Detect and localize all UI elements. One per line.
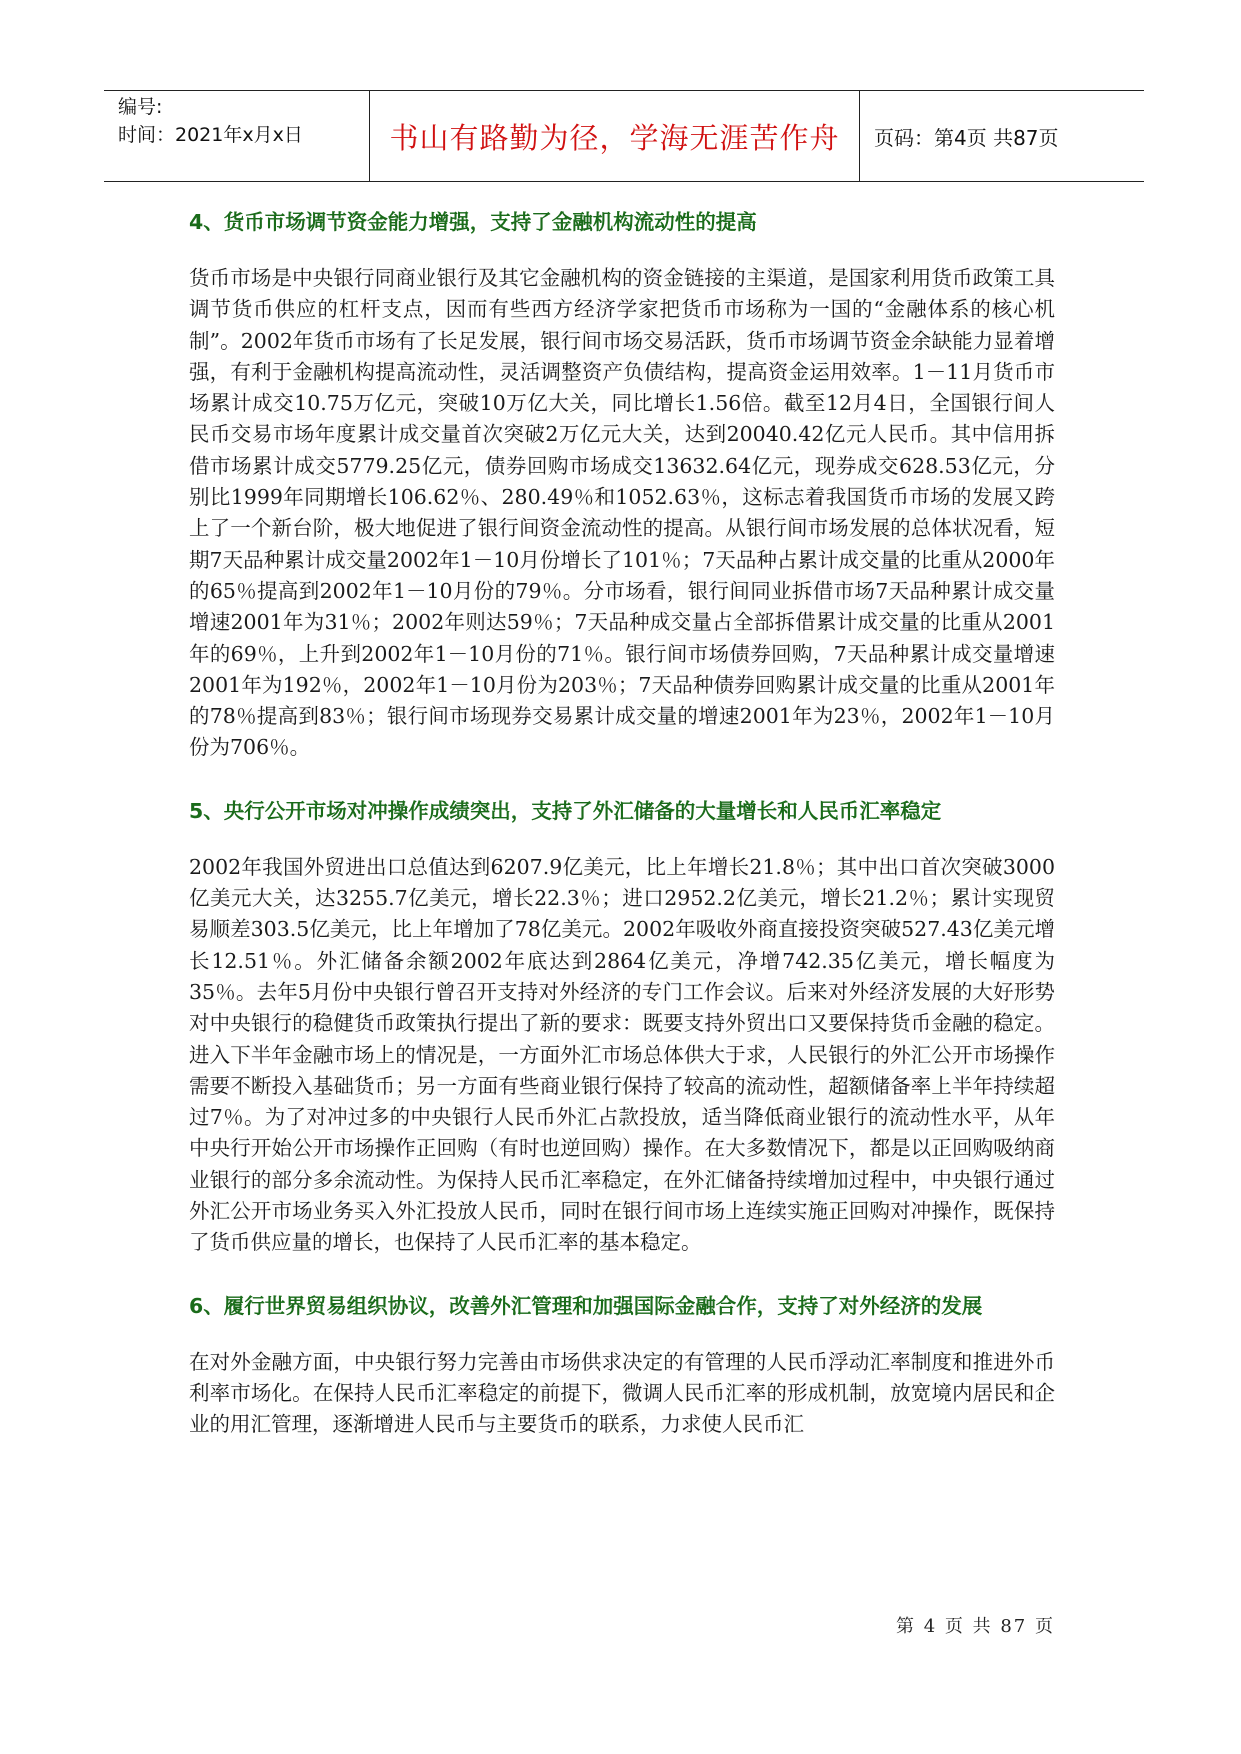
section-paragraph-5: 2002年我国外贸进出口总值达到6207.9亿美元，比上年增长21.8％；其中出口首次突破3000亿美元大关，达3255.7亿美元，增长22.3％；进口2952.2亿美元，增长21.2％；累计实现贸易顺差303.5亿美元，比上年增加了78亿美元。2002年吸收外商直接投资突破527.43亿美元增长12.51％。外汇储备余额2002年底达到2864亿美元，净增742.35亿美元，增长幅度为35％。去年5月份中央银行曾召开支持对外经济的专门工作会议。后来对外经济发展的大好形势对中央银行的稳健货币政策执行提出了新的要求：既要支持外贸出口又要保持货币金融的稳定。进入下半年金融市场上的情况是，一方面外汇市场总体供大于求，人民银行的外汇公开市场操作需要不断投入基础货币；另一方面有些商业银行保持了较高的流动性，超额储备率上半年持续超过7％。为了对冲过多的中央银行人民币外汇占款投放，适当降低商业银行的流动性水平，从年中央行开始公开市场操作正回购（有时也逆回购）操作。在大多数情况下，都是以正回购吸纳商业银行的部分多余流动性。为保持人民币汇率稳定，在外汇储备持续增加过程中，中央银行通过外汇公开市场业务买入外汇投放人民币，同时在银行间市场上连续实施正回购对冲操作，既保持了货币供应量的增长，也保持了人民币汇率的基本稳定。 xyxy=(189,854,1055,1255)
section-paragraph-6: 在对外金融方面，中央银行努力完善由市场供求决定的有管理的人民币浮动汇率制度和推进外币利率市场化。在保持人民币汇率稳定的前提下，微调人民币汇率的形成机制，放宽境内居民和企业的用汇管理，逐渐增进人民币与主要货币的联系，力求使人民币汇 xyxy=(189,1349,1055,1437)
section-heading-4: 4、货币市场调节资金能力增强，支持了金融机构流动性的提高 xyxy=(189,210,757,234)
section-heading-5: 5、央行公开市场对冲操作成绩突出，支持了外汇储备的大量增长和人民币汇率稳定 xyxy=(189,798,942,823)
page-footer: 第 4 页 共 87 页 xyxy=(896,1616,1055,1637)
page-header xyxy=(104,90,1144,182)
document-body xyxy=(189,205,1055,1441)
motto: 书山有路勤为径，学海无涯苦作舟 xyxy=(389,120,840,155)
header-meta-cell xyxy=(104,91,370,181)
section-paragraph-4: 货币市场是中央银行同商业银行及其它金融机构的资金链接的主渠道，是国家利用货币政策工具调节货币供应的杠杆支点，因而有些西方经济学家把货币市场称为一国的“金融体系的核心机制”。2002年货币市场有了长足发展，银行间市场交易活跃，货币市场调节资金余缺能力显着增强，有利于金融机构提高流动性，灵活调整资产负债结构，提高资金运用效率。1－11月货币市场累计成交10.75万亿元，突破10万亿大关，同比增长1.56倍。截至12月4日，全国银行间人民币交易市场年度累计成交量首次突破2万亿元大关，达到20040.42亿元人民币。其中信用拆借市场累计成交5779.25亿元，债券回购市场成交13632.64亿元，现券成交628.53亿元，分别比1999年同期增长106.62％、280.49％和1052.63％，这标志着我国货币市场的发展又跨上了一个新台阶，极大地促进了银行间资金流动性的提高。从银行间市场发展的总体状况看，短期7天品种累计成交量2002年1－10月份增长了101％；7天品种占累计成交量的比重从2000年的65％提高到2002年1－10月份的79％。分市场看，银行间同业拆借市场7天品种累计成交量增速2001年为31％；2002年则达59％；7天品种成交量占全部拆借累计成交量的比重从2001年的69％，上升到2002年1－10月份的71％。银行间市场债券回购，7天品种累计成交量增速2001年为192％，2002年1－10月份为203％；7天品种债券回购累计成交量的比重从2001年的78％提高到83％；银行间市场现券交易累计成交量的增速2001年为23％，2002年1－10月份为706％。 xyxy=(189,266,1055,760)
page-info: 页码：第4页 共87页 xyxy=(874,125,1059,150)
time-label: 时间：2021年x月x日 xyxy=(118,124,303,146)
header-page-cell xyxy=(860,91,1144,181)
number-label: 编号: xyxy=(118,96,163,118)
section-heading-6: 6、履行世界贸易组织协议，改善外汇管理和加强国际金融合作，支持了对外经济的发展 xyxy=(189,1293,983,1318)
header-motto-cell xyxy=(370,91,860,181)
